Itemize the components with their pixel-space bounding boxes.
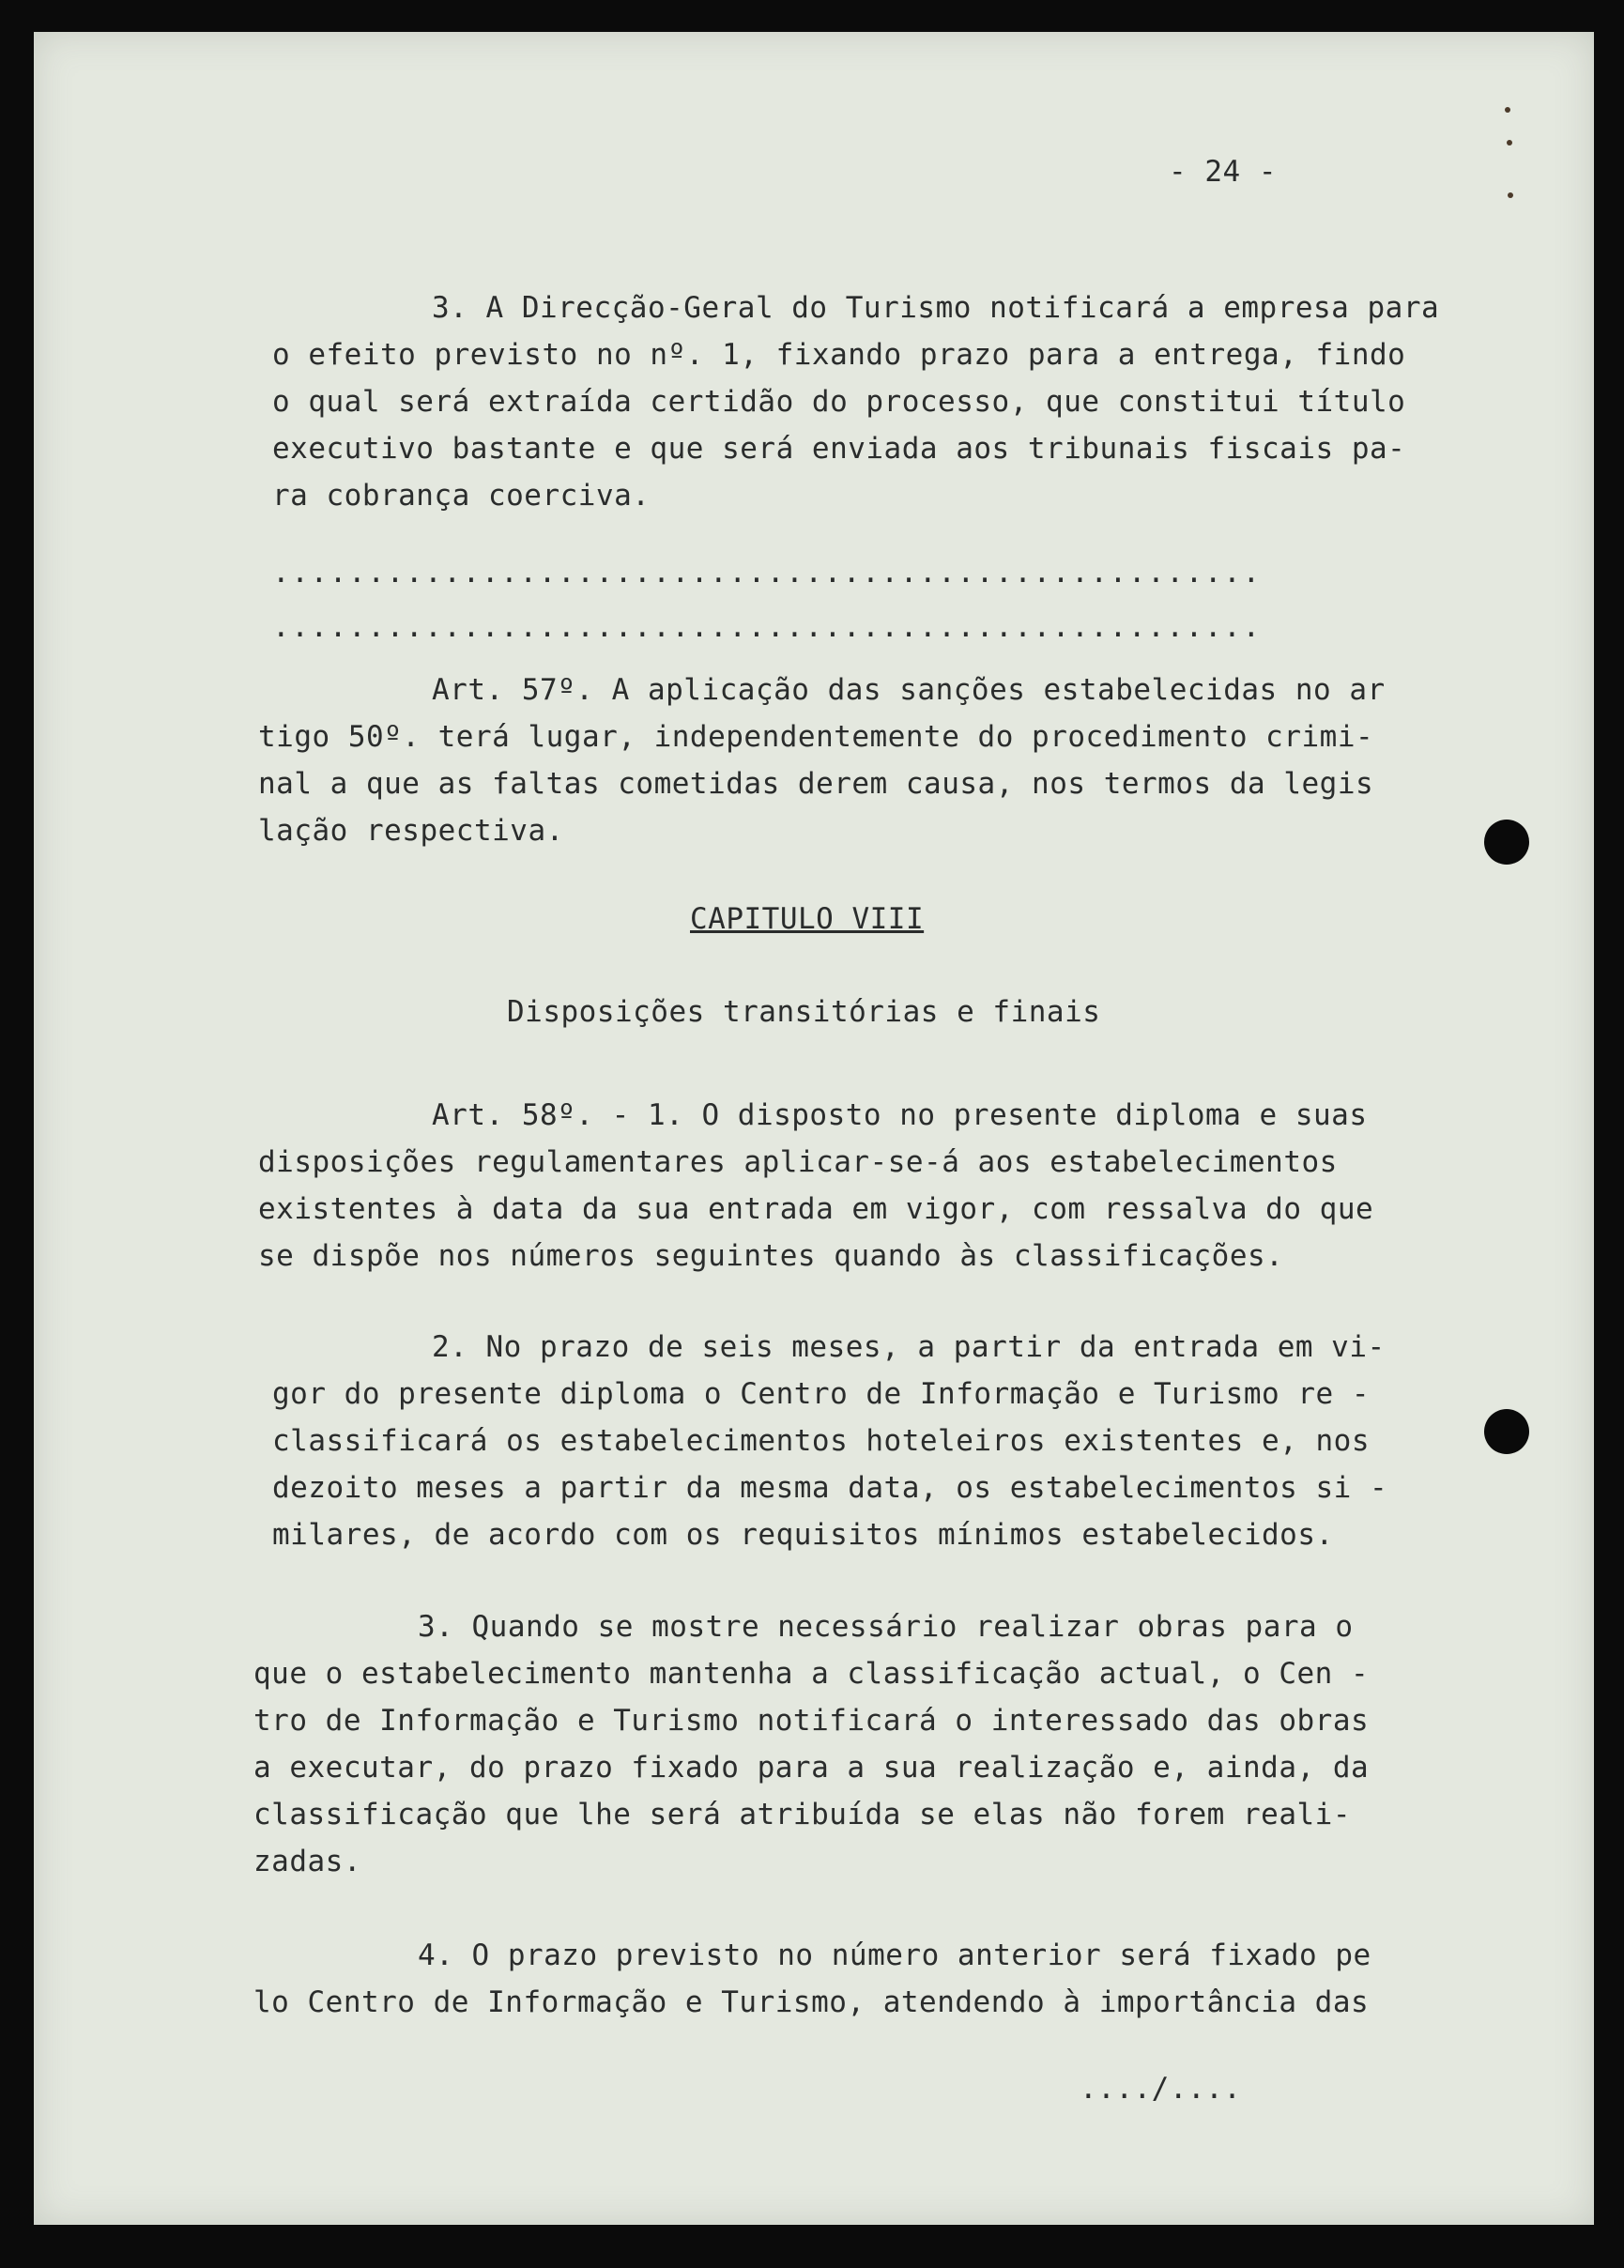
text-line: tro de Informação e Turismo notificará o interessado das obras xyxy=(253,1704,1370,1738)
ellipsis-line: .................................................... xyxy=(272,556,1262,590)
continuation-marker: ..../.... xyxy=(1080,2072,1242,2106)
text-line: 3. Quando se mostre necessário realizar obras para o xyxy=(418,1610,1354,1644)
text-line: Art. 58º. - 1. O disposto no presente diploma e suas xyxy=(432,1098,1368,1132)
text-line: milares, de acordo com os requisitos mínimos estabelecidos. xyxy=(272,1518,1334,1552)
text-line: ra cobrança coerciva. xyxy=(272,479,651,513)
text-line: dezoito meses a partir da mesma data, os estabelecimentos si - xyxy=(272,1471,1388,1505)
text-line: 3. A Direcção-Geral do Turismo notificará a empresa para xyxy=(432,291,1440,325)
text-line: lação respectiva. xyxy=(258,814,564,848)
chapter-title: CAPITULO VIII xyxy=(690,902,925,936)
text-line: 2. No prazo de seis meses, a partir da entrada em vi- xyxy=(432,1330,1386,1364)
text-line: executivo bastante e que será enviada aos tribunais fiscais pa- xyxy=(272,432,1406,466)
text-line: existentes à data da sua entrada em vigor, com ressalva do que xyxy=(258,1192,1374,1226)
text-line: que o estabelecimento mantenha a classificação actual, o Cen - xyxy=(253,1657,1370,1691)
text-line: se dispõe nos números seguintes quando às classificações. xyxy=(258,1239,1284,1273)
text-line: 4. O prazo previsto no número anterior será fixado pe xyxy=(418,1939,1371,1972)
punch-hole xyxy=(1484,1409,1529,1454)
text-line: tigo 50º. terá lugar, independentemente do procedimento crimi- xyxy=(258,720,1374,754)
text-line: disposições regulamentares aplicar-se-á aos estabelecimentos xyxy=(258,1145,1338,1179)
text-line: classificará os estabelecimentos hoteleiros existentes e, nos xyxy=(272,1424,1370,1458)
chapter-subtitle: Disposições transitórias e finais xyxy=(507,995,1101,1029)
text-line: classificação que lhe será atribuída se elas não forem reali- xyxy=(253,1798,1351,1831)
paper-speck xyxy=(1508,192,1513,198)
text-line: nal a que as faltas cometidas derem causa, nos termos da legis xyxy=(258,767,1374,801)
page-number: - 24 - xyxy=(1169,155,1277,189)
text-line: Art. 57º. A aplicação das sanções estabelecidas no ar xyxy=(432,673,1386,707)
text-line: lo Centro de Informação e Turismo, atendendo à importância das xyxy=(253,1985,1370,2019)
text-line: zadas. xyxy=(253,1845,361,1878)
paper-speck xyxy=(1505,107,1510,113)
text-line: gor do presente diploma o Centro de Informação e Turismo re - xyxy=(272,1377,1370,1411)
paper-speck xyxy=(1507,140,1512,146)
text-line: a executar, do prazo fixado para a sua realização e, ainda, da xyxy=(253,1751,1370,1785)
punch-hole xyxy=(1484,820,1529,865)
text-line: o qual será extraída certidão do processo, que constitui título xyxy=(272,385,1406,419)
text-line: o efeito previsto no nº. 1, fixando prazo para a entrega, findo xyxy=(272,338,1406,372)
ellipsis-line: .................................................... xyxy=(272,610,1262,644)
